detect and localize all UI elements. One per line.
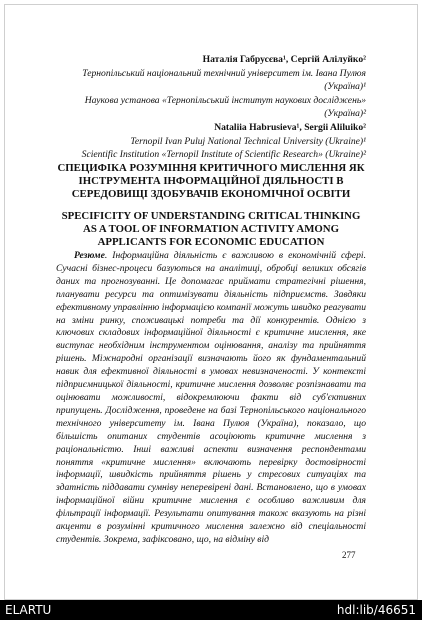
authors-en-affiliation-1: Ternopil Ivan Puluj National Technical University (Ukraine)¹ <box>130 135 366 147</box>
title-english: SPECIFICITY OF UNDERSTANDING CRITICAL THINKING AS A TOOL OF INFORMATION ACTIVITY AMONG APPLICANTS FOR ECONOMIC EDUCATION <box>61 210 361 249</box>
abstract-paragraph <box>56 250 366 547</box>
title-ukrainian: СПЕЦИФІКА РОЗУМІННЯ КРИТИЧНОГО МИСЛЕННЯ ЯК ІНСТРУМЕНТА ІНФОРМАЦІЙНОЇ ДІЯЛЬНОСТІ В СЕРЕДОВИЩІ ЗДОБУВАЧІВ ЕКОНОМІЧНОЇ ОСВІТИ <box>57 162 365 201</box>
authors-en-names: Nataliia Habrusieva¹, Sergii Aliluiko² <box>214 121 366 133</box>
abstract-label: Резюме <box>74 250 105 261</box>
authors-ua-affiliation-1: Тернопільський національний технічний університет ім. Івана Пулюя (Україна)¹ <box>82 67 366 93</box>
footer-handle-link[interactable]: hdl:lib/46651 <box>336 603 416 617</box>
authors-block <box>46 53 366 162</box>
footer-repository-name: ELARTU <box>5 603 52 617</box>
abstract-text: . Інформаційна діяльність є важливою в економічній сфері. Сучасні бізнес-процеси базуються на аналітиці, обробці великих обсягів даних та прогнозуванні. Це допомагає приймати стратегічні рішення, планувати ресурси та оптимізувати діяльність підприємств. Завдяки ефективному управлінню інформацією компанії можуть швидко реагувати на зміни ринку, споживацькі потреби та дії конкурентів. Однією з ключових складових інформаційної діяльності є критичне мислення, яке виступає необхідним інструментом оцінювання, аналізу та прийняття рішень. Міжнародні організації визначають його як фундаментальний навик для ефективної діяльності в умовах невизначеності. У контексті підприємницької діяльності, критичне мислення дозволяє розпізнавати та оцінювати можливості, відокремлюючи факти від суб'єктивних припущень. Дослідження, проведене на базі Тернопільського національного технічного університету ім. Івана Пулюя (Україна), показало, що більшість опитаних студентів асоціюють критичне мислення з раціональністю. Інші важливі аспекти визначення респондентами поняття «критичне мислення» включають перевірку достовірності інформації, швидкість прийняття рішень у стресових ситуаціях та здатність піддавати сумніву неперевірені дані. Встановлено, що в умовах інформаційної війни критичне мислення є особливо важливим для фільтрації інформації. Результати опитування також вказують на різні акценти в розумінні критичного мислення залежно від спеціальності студентів. Зокрема, зафіксовано, що, на відміну від <box>56 250 366 545</box>
footer-bar <box>0 600 422 620</box>
authors-ua-affiliation-2: Наукова установа «Тернопільський інститут наукових досліджень» (Україна)² <box>84 94 366 120</box>
authors-ua-names: Наталія Габрусєва¹, Сергій Алілуйко² <box>202 54 366 65</box>
authors-en-affiliation-2: Scientific Institution «Ternopil Institute of Scientific Research» (Ukraine)² <box>81 149 366 161</box>
page-number: 277 <box>342 550 356 560</box>
